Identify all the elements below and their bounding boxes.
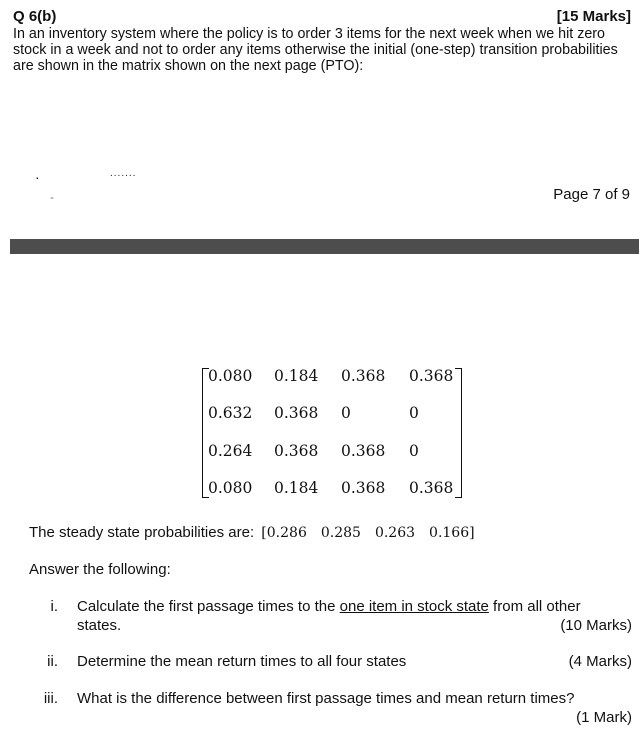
- matrix-cell: 0.368: [274, 442, 319, 460]
- matrix-cell: 0.368: [274, 404, 319, 422]
- matrix-cell: 0.368: [341, 442, 386, 460]
- item-text: Determine the mean return times to all four states: [77, 653, 407, 670]
- matrix-cell: 0.184: [274, 479, 319, 497]
- item-marks: (10 Marks): [560, 617, 632, 634]
- matrix-cell: 0: [409, 442, 419, 460]
- item-number: ii.: [47, 653, 58, 670]
- steady-state-line: [29, 524, 475, 541]
- item-number: i.: [50, 598, 58, 615]
- item-text: What is the difference between first passage times and mean return times?: [77, 690, 575, 707]
- steady-state-vector: [261, 525, 474, 541]
- item-text-continued: states.: [77, 617, 122, 634]
- question-marks: [15 Marks]: [556, 8, 631, 25]
- matrix-cell: 0.368: [409, 479, 454, 497]
- matrix-cell: 0.080: [208, 367, 253, 385]
- steady-state-label: The steady state probabilities are:: [29, 524, 255, 541]
- question-header: [13, 8, 631, 25]
- question-item: [36, 690, 632, 730]
- matrix-cell: 0: [341, 404, 351, 422]
- vector-open-bracket: [: [261, 525, 267, 541]
- matrix-right-bracket: [455, 368, 462, 498]
- steady-state-value: 0.286: [266, 525, 307, 541]
- matrix-cell: 0.368: [341, 367, 386, 385]
- matrix-cell: 0.368: [409, 367, 454, 385]
- stray-mark: -: [50, 190, 54, 204]
- transition-matrix: [198, 362, 464, 504]
- item-number: iii.: [43, 690, 58, 707]
- matrix-cell: 0.368: [341, 479, 386, 497]
- matrix-cell: 0.264: [208, 442, 253, 460]
- item-text: Calculate the first passage times to the one item in stock state from all other: [77, 598, 581, 615]
- steady-state-value: 0.263: [374, 525, 416, 541]
- stray-mark: ·: [35, 169, 40, 185]
- answer-prompt: Answer the following:: [29, 561, 171, 578]
- item-marks: (1 Mark): [576, 709, 632, 726]
- steady-state-value: 0.285: [320, 525, 361, 541]
- page-number: Page 7 of 9: [553, 186, 630, 203]
- vector-close-bracket: ]: [469, 525, 475, 541]
- underlined-phrase: one item in stock state: [339, 598, 489, 615]
- question-intro: In an inventory system where the policy is to order 3 items for the next week when we hit zero stock in a week and not to order any items otherwise the initial (one-step) transition probabilities are shown in the matrix shown on the next page (PTO):: [13, 26, 618, 74]
- matrix-cell: 0.184: [274, 367, 319, 385]
- matrix-cell: 0.632: [208, 404, 253, 422]
- question-item: [36, 653, 632, 673]
- matrix-cell: 0: [409, 404, 419, 422]
- steady-state-value: 0.166: [429, 525, 470, 541]
- question-label: Q 6(b): [13, 8, 57, 25]
- stray-dots: .......: [110, 168, 137, 179]
- item-marks: (4 Marks): [568, 653, 632, 670]
- question-item: [36, 598, 632, 638]
- matrix-cell: 0.080: [208, 479, 253, 497]
- page-divider: [10, 239, 639, 254]
